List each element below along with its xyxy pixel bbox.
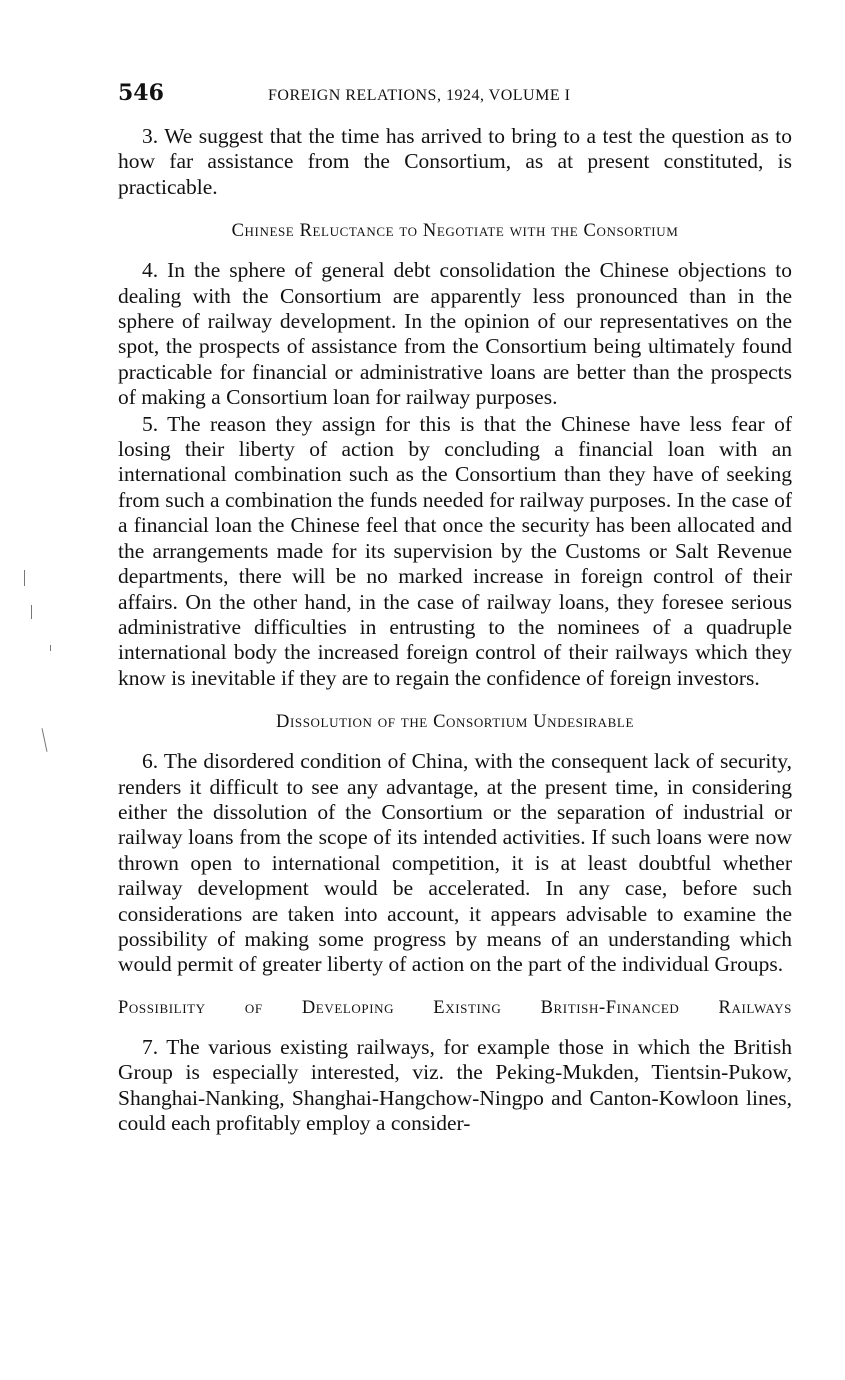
page-number: 546 — [118, 80, 164, 106]
section-heading-dissolution: Dissolution of the Consortium Undesirable — [276, 712, 634, 733]
paragraph-7: 7. The various existing railways, for example those in which the British Group is especially interested, viz. the Peking-Mukden, Tientsin-Pukow, Shanghai-Nanking, Shanghai-Hangchow-Ningpo and Canton-Kowloon lines, could each profitably employ a consider- — [118, 1034, 792, 1135]
paragraph-4: 4. In the sphere of general debt consolidation the Chinese objections to dealing with the Consortium are apparently less pronounced than in the sphere of railway development. In the opinion of our representatives on the spot, the prospects of assistance from the Consortium being ultimately found practicable for financial or administrative loans are better than the prospects of making a Consortium loan for railway purposes. — [118, 258, 792, 410]
section-heading-chinese-reluctance: Chinese Reluctance to Negotiate with the Consortium — [231, 221, 679, 242]
paragraph-3: 3. We suggest that the time has arrived to bring to a test the question as to how far assistance from the Consortium, as at present constituted, is practicable. — [118, 124, 792, 199]
margin-scan-mark — [42, 728, 48, 752]
running-title: FOREIGN RELATIONS, 1924, VOLUME I — [268, 87, 571, 104]
margin-scan-mark — [31, 605, 32, 619]
paragraph-6: 6. The disordered condition of China, with the consequent lack of security, renders it difficult to see any advantage, at the present time, in considering either the dissolution of the Consortium or the separation of industrial or railway loans from the scope of its intended activities. If such loans were now thrown open to international competition, it is at least doubtful whether railway development would be accelerated. In any case, before such considerations are taken into account, it appears advisable to examine the possibility of making some progress by means of an understanding which would permit of greater liberty of action on the part of the individual Groups. — [118, 749, 792, 977]
paragraph-5: 5. The reason they assign for this is that the Chinese have less fear of losing their liberty of action by concluding a financial loan with an international combination such as the Consortium than they have of seeking from such a combination the funds needed for railway purposes. In the case of a financial loan the Chinese feel that once the security has been allocated and the arrangements made for its supervision by the Customs or Salt Revenue departments, there will be no marked increase in foreign control of their affairs. On the other hand, in the case of railway loans, they foresee serious administrative difficulties in entrusting to the nominees of a quadruple international body the increased foreign control of their railways which they know is inevitable if they are to regain the confidence of foreign investors. — [118, 411, 792, 690]
section-heading-british-railways: Possibility of Developing Existing British-Financed Railways — [118, 997, 792, 1018]
margin-scan-mark — [24, 570, 25, 586]
running-header — [118, 80, 792, 114]
margin-scan-mark — [50, 645, 51, 651]
document-page — [118, 80, 792, 1137]
